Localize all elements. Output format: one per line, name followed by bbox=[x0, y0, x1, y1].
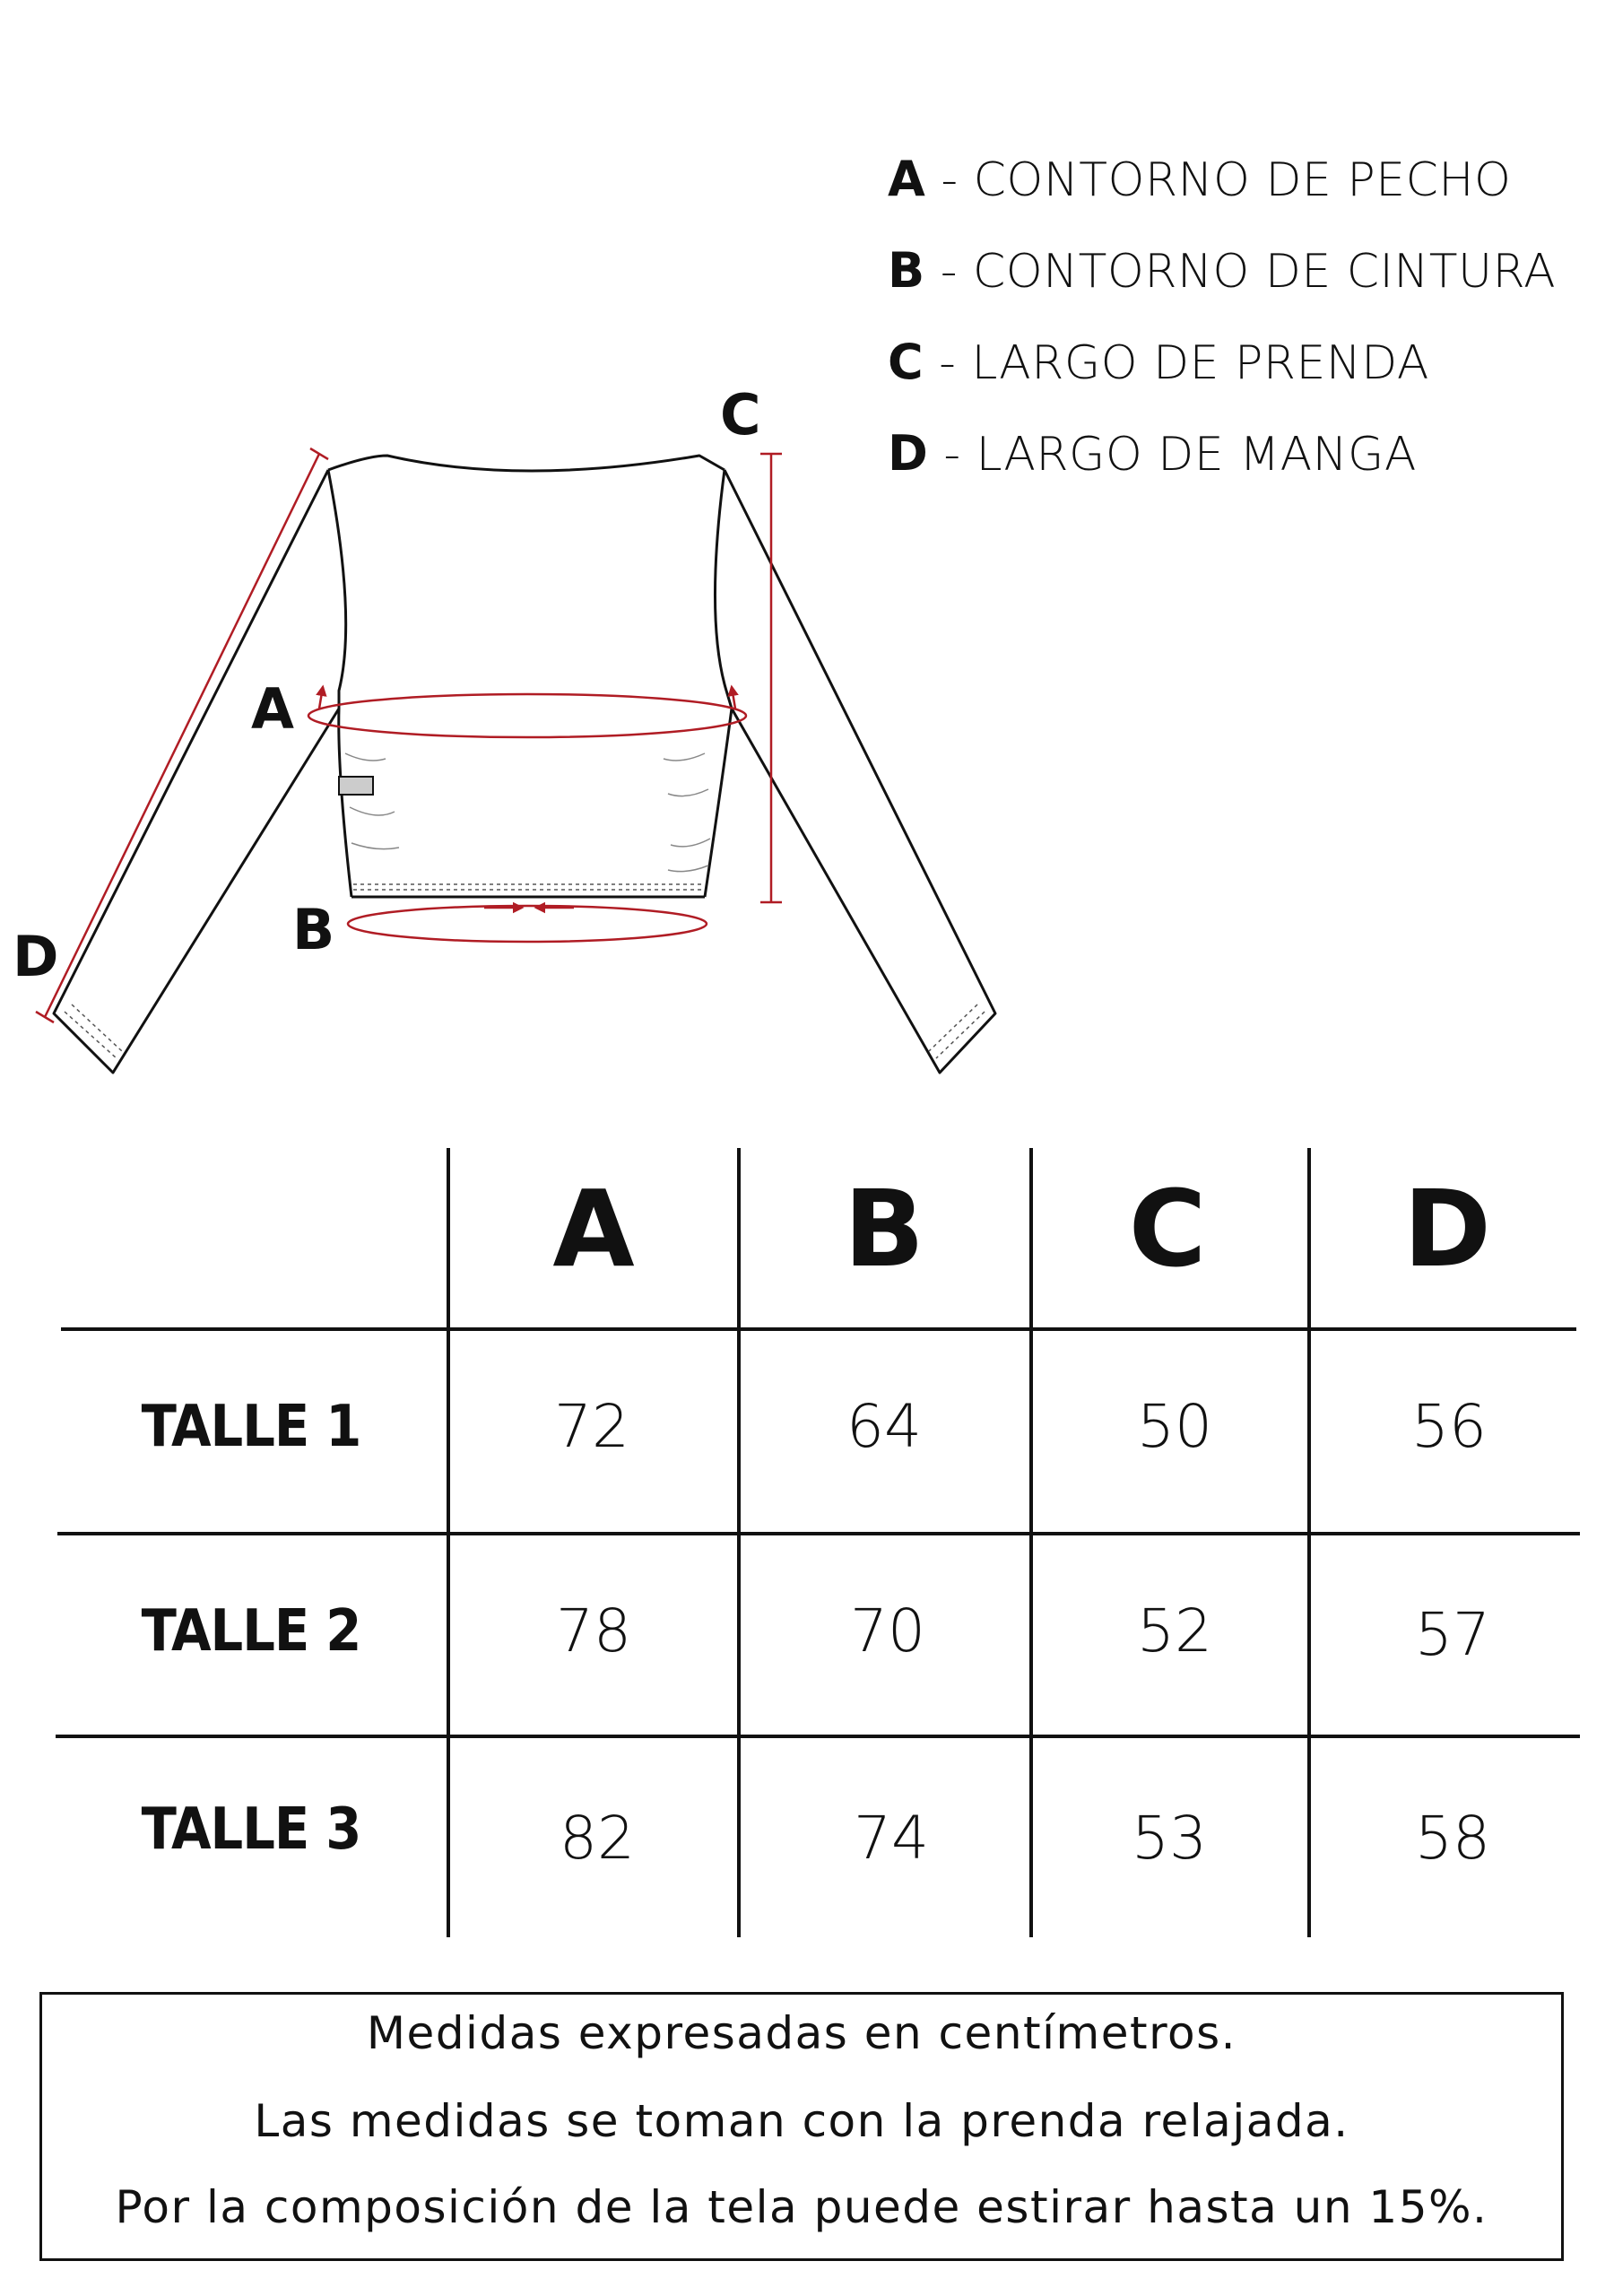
table-cell: 56 bbox=[1411, 1392, 1487, 1461]
column-header-b: B bbox=[844, 1167, 924, 1291]
legend-letter: B bbox=[888, 242, 925, 299]
column-header-a: A bbox=[552, 1167, 635, 1291]
notes-box bbox=[39, 1992, 1564, 2261]
column-header-d: D bbox=[1403, 1167, 1491, 1291]
table-cell: 78 bbox=[556, 1596, 631, 1665]
table-cell: 57 bbox=[1415, 1600, 1490, 1669]
legend-letter: A bbox=[888, 151, 926, 207]
legend-text: - CONTORNO DE CINTURA bbox=[924, 245, 1557, 299]
legend-text: - LARGO DE PRENDA bbox=[924, 336, 1429, 390]
measure-a bbox=[308, 687, 746, 737]
legend-item-b bbox=[888, 235, 1587, 326]
table-cell: 58 bbox=[1415, 1804, 1490, 1873]
row-label-talle-2: TALLE 2 bbox=[141, 1598, 361, 1665]
row-label-talle-3: TALLE 3 bbox=[141, 1796, 361, 1863]
table-cell: 53 bbox=[1132, 1804, 1207, 1873]
note-line: Por la composición de la tela puede estirar hasta un 15%. bbox=[115, 2181, 1488, 2233]
table-cell: 50 bbox=[1137, 1392, 1212, 1461]
legend-letter: C bbox=[888, 334, 924, 390]
table-cell: 72 bbox=[554, 1392, 629, 1461]
note-line: Las medidas se toman con la prenda relajada. bbox=[254, 2095, 1349, 2147]
table-cell: 64 bbox=[846, 1392, 922, 1461]
column-header-c: C bbox=[1128, 1167, 1207, 1291]
table-cell: 70 bbox=[850, 1596, 925, 1665]
top-outline bbox=[54, 456, 995, 1073]
note-line: Medidas expresadas en centímetros. bbox=[366, 2007, 1237, 2059]
table-divider bbox=[57, 1532, 1580, 1535]
measurement-legend bbox=[888, 144, 1587, 509]
table-divider bbox=[56, 1735, 1580, 1738]
table-divider bbox=[61, 1327, 1576, 1331]
measure-c bbox=[760, 454, 782, 902]
diagram-label-c: C bbox=[720, 382, 761, 448]
table-divider bbox=[447, 1148, 450, 1937]
measure-b bbox=[348, 906, 707, 942]
diagram-label-b: B bbox=[292, 897, 335, 962]
table-divider bbox=[737, 1148, 741, 1937]
table-divider bbox=[1307, 1148, 1311, 1937]
diagram-label-a: A bbox=[251, 676, 294, 742]
legend-item-a bbox=[888, 144, 1587, 235]
table-cell: 52 bbox=[1137, 1596, 1212, 1665]
label-tag bbox=[339, 777, 373, 795]
gather-lines bbox=[345, 753, 710, 872]
diagram-label-d: D bbox=[13, 924, 59, 989]
legend-text: - CONTORNO DE PECHO bbox=[925, 153, 1512, 207]
table-cell: 74 bbox=[854, 1804, 929, 1873]
legend-letter: D bbox=[888, 425, 929, 482]
legend-item-c bbox=[888, 326, 1587, 418]
table-cell: 82 bbox=[560, 1804, 635, 1873]
legend-item-d bbox=[888, 418, 1587, 509]
row-label-talle-1: TALLE 1 bbox=[141, 1394, 361, 1460]
legend-text: - LARGO DE MANGA bbox=[928, 428, 1417, 482]
